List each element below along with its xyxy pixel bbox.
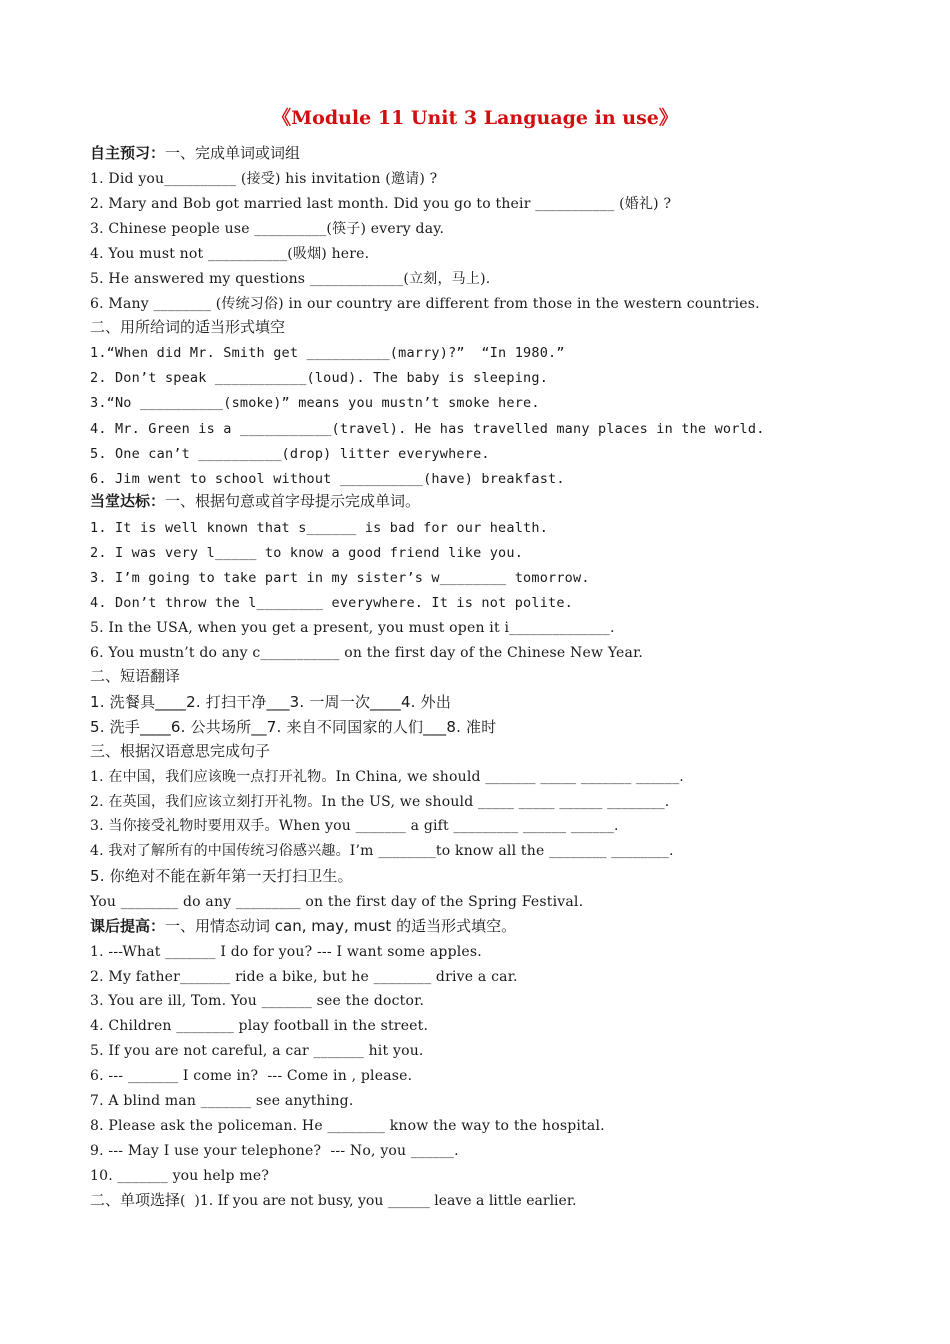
list-item: 4. Don’t throw the l________ everywhere. It is not polite.: [90, 595, 574, 611]
homework-label: 课后提高：: [90, 917, 166, 935]
list-item: 2. 在英国，我们应该立刻打开礼物。In the US, we should _____ _____ ______ ________.: [90, 794, 670, 810]
list-item: 7. A blind man _______ see anything.: [90, 1093, 354, 1109]
list-item: 8. Please ask the policeman. He ________ know the way to the hospital.: [90, 1118, 605, 1134]
list-item: 4. Children ________ play football in the street.: [90, 1018, 429, 1034]
list-item: 2. My father_______ ride a bike, but he ________ drive a car.: [90, 969, 518, 985]
list-item: 3.“No __________(smoke)” means you mustn’t smoke here.: [90, 395, 540, 411]
list-item: 1. ---What _______ I do for you? --- I want some apples.: [90, 944, 482, 960]
list-item: 3. Chinese people use __________(筷子) every day.: [90, 221, 445, 237]
list-item: 4. Mr. Green is a ___________(travel). He has travelled many places in the world.: [90, 421, 765, 437]
homework-section2-row: [90, 1190, 576, 1211]
preview-section1-heading: 一、完成单词或词组: [165, 144, 301, 162]
list-item: 6. --- _______ I come in? --- Come in , please.: [90, 1068, 413, 1084]
classwork-section1-heading: 一、根据句意或首字母提示完成单词。: [165, 492, 421, 510]
list-item: 9. --- May I use your telephone? --- No, you ______.: [90, 1143, 459, 1159]
classwork-section1-header: [90, 491, 420, 511]
classwork-label: 当堂达标：: [90, 492, 166, 510]
list-item: 1. 在中国，我们应该晚一点打开礼物。In China, we should _______ _____ _______ ______.: [90, 769, 684, 785]
multiple-choice-item: ( )1. If you are not busy, you ______ leave a little earlier.: [180, 1193, 577, 1209]
list-item: 5. 你绝对不能在新年第一天打扫卫生。: [90, 867, 353, 885]
list-item: 10. _______ you help me?: [90, 1168, 270, 1184]
list-item: 1. 洗餐具____2. 打扫干净___3. 一周一次____4. 外出: [90, 693, 452, 711]
list-item: 3. You are ill, Tom. You _______ see the doctor.: [90, 993, 425, 1009]
homework-section2-heading: 二、单项选择: [90, 1191, 181, 1209]
preview-label: 自主预习：: [90, 144, 166, 162]
list-item: You ________ do any _________ on the first day of the Spring Festival.: [90, 894, 584, 910]
list-item: 2. Don’t speak ___________(loud). The baby is sleeping.: [90, 370, 549, 386]
list-item: 5. If you are not careful, a car _______ hit you.: [90, 1043, 424, 1059]
list-item: 4. You must not ___________(吸烟) here.: [90, 246, 370, 262]
list-item: 3. I’m going to take part in my sister’s w________ tomorrow.: [90, 570, 590, 586]
list-item: 5. 洗手____6. 公共场所__7. 来自不同国家的人们___8. 准时: [90, 718, 497, 736]
list-item: 4. 我对了解所有的中国传统习俗感兴趣。I’m ________to know all the ________ ________.: [90, 843, 674, 859]
classwork-section3-heading: 三、根据汉语意思完成句子: [90, 742, 271, 760]
homework-section1-heading: 一、用情态动词 can, may, must 的适当形式填空。: [165, 917, 517, 935]
homework-section1-header: [90, 916, 516, 936]
list-item: 5. He answered my questions _____________(立刻，马上).: [90, 271, 491, 287]
list-item: 6. Many ________ (传统习俗) in our country are different from those in the western countries.: [90, 296, 760, 312]
preview-section2-heading: 二、用所给词的适当形式填空: [90, 318, 286, 336]
list-item: 2. I was very l_____ to know a good friend like you.: [90, 545, 524, 561]
page-title: 《Module 11 Unit 3 Language in use》: [272, 107, 678, 129]
list-item: 1. Did you__________ (接受) his invitation (邀请) ?: [90, 171, 438, 187]
list-item: 1.“When did Mr. Smith get __________(marry)?” “In 1980.”: [90, 345, 565, 361]
list-item: 1. It is well known that s______ is bad for our health.: [90, 520, 549, 536]
list-item: 6. You mustn’t do any c___________ on the first day of the Chinese New Year.: [90, 645, 644, 661]
list-item: 6. Jim went to school without __________(have) breakfast.: [90, 471, 565, 487]
list-item: 5. One can’t __________(drop) litter everywhere.: [90, 446, 490, 462]
list-item: 5. In the USA, when you get a present, you must open it i______________.: [90, 620, 615, 636]
classwork-section2-heading: 二、短语翻译: [90, 667, 181, 685]
preview-section1-header: [90, 143, 300, 163]
list-item: 3. 当你接受礼物时要用双手。When you _______ a gift _________ ______ ______.: [90, 818, 619, 834]
list-item: 2. Mary and Bob got married last month. Did you go to their ___________ (婚礼) ?: [90, 196, 672, 212]
